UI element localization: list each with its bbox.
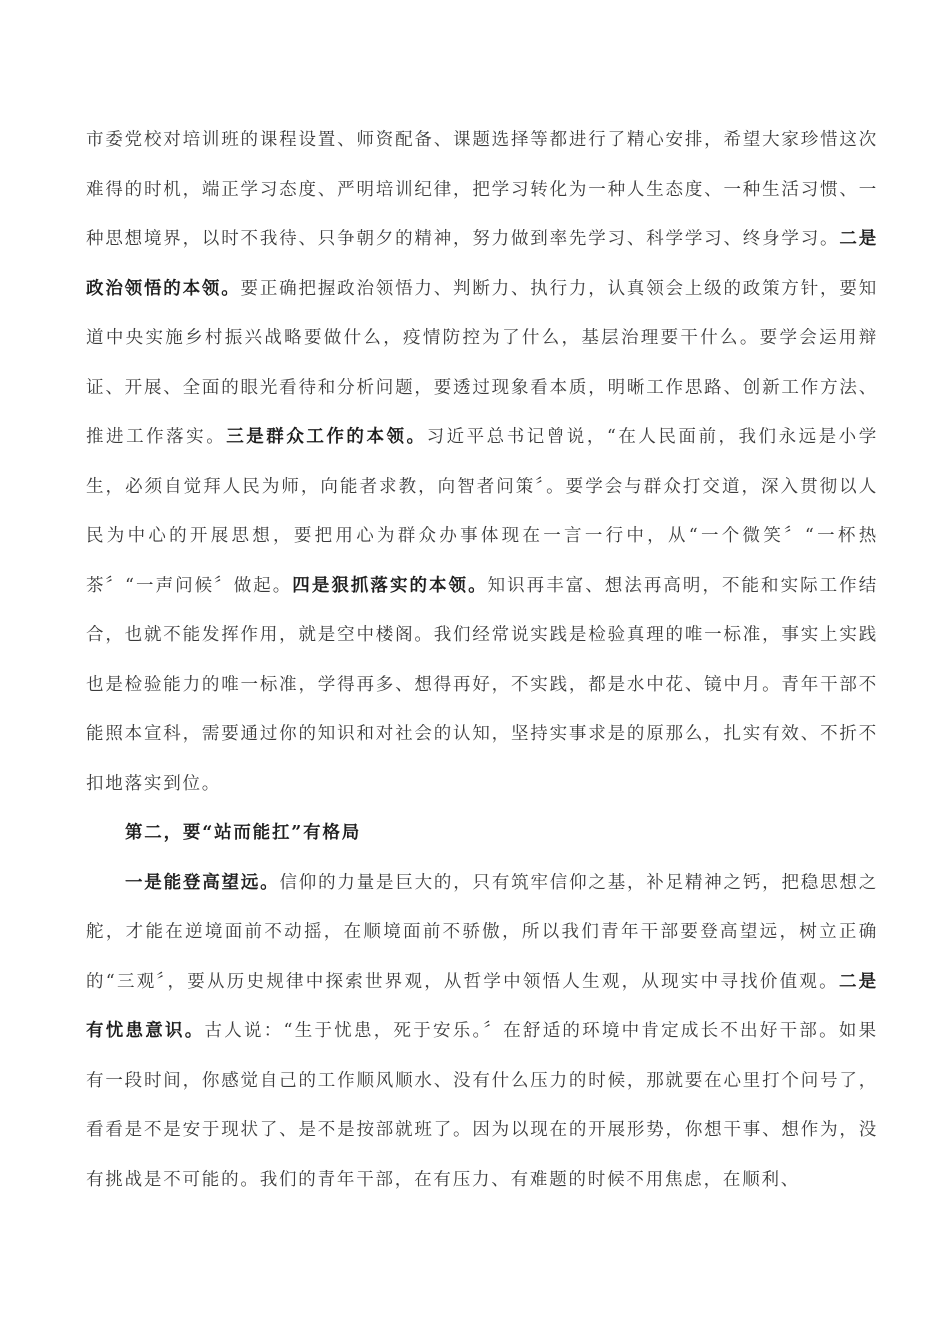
section-heading-second: 第二，要“站而能扛”有格局 [125, 823, 362, 843]
body-paragraph-1 [86, 116, 878, 809]
body-paragraph-2 [86, 859, 878, 1206]
paragraph-text: 要正确把握政治领悟力、判断力、执行力，认真领会上级的政策方针，要知道中央实施乡村振兴战略要做什么，疫情防控为了什么，基层治理要干什么。要学会运用辩证、开展、全面的眼光看待和分析问题，要透过现象看本质，明晰工作思路、创新工作方法、推进工作落实。 [86, 278, 878, 447]
document-page [86, 116, 878, 1205]
bold-lead-mass-work: 三是群众工作的本领。 [226, 427, 427, 447]
paragraph-text: 知识再丰富、想法再高明，不能和实际工作结合，也就不能发挥作用，就是空中楼阁。我们经常说实践是检验真理的唯一标准，事实上实践也是检验能力的唯一标准，学得再多、想得再好，不实践，都是水中花、镜中月。青年干部不能照本宣科，需要通过你的知识和对社会的认知，坚持实事求是的原那么，扎实有效、不折不扣地落实到位。 [86, 575, 879, 794]
bold-lead-vision: 一是能登高望远。 [125, 872, 280, 893]
bold-lead-implementation: 四是狠抓落实的本领。 [292, 575, 488, 596]
paragraph-text: 古人说：“生于忧患，死于安乐。〞在舒适的环境中肯定成长不出好干部。如果有一段时间，你感觉自己的工作顺风顺水、没有什么压力的时候，那就要在心里打个问号了，看看是不是安于现状了、是不是按部就班了。因为以现在的开展形势，你想干事、想作为，没有挑战是不可能的。我们的青年干部，在有压力、有难题的时候不用焦虑，在顺利、 [86, 1021, 878, 1190]
paragraph-text: 习近平总书记曾说，“在人民面前，我们永远是小学生，必须自觉拜人民为师，向能者求教，向智者问策〞。要学会与群众打交道，深入贯彻以人民为中心的开展思想，要把用心为群众办事体现在一言一行中，从“一个微笑〞“一杯热茶〞“一声问候〞做起。 [86, 427, 879, 596]
bold-lead-awareness: 二是有忧患意识。 [86, 971, 878, 1041]
paragraph-text: 信仰的力量是巨大的，只有筑牢信仰之基，补足精神之钙，把稳思想之舵，才能在逆境面前不动摇，在顺境面前不骄傲，所以我们青年干部要登高望远，树立正确的“三观〞，要从历史规律中探索世界观，从哲学中领悟人生观，从现实中寻找价值观。 [86, 872, 878, 992]
paragraph-text: 市委党校对培训班的课程设置、师资配备、课题选择等都进行了精心安排，希望大家珍惜这次难得的时机，端正学习态度、严明培训纪律，把学习转化为一种人生态度、一种生活习惯、一种思想境界，以时不我待、只争朝夕的精神，努力做到率先学习、科学学习、终身学习。 [86, 130, 878, 249]
bold-lead-political: 二是政治领悟的本领。 [86, 229, 878, 299]
